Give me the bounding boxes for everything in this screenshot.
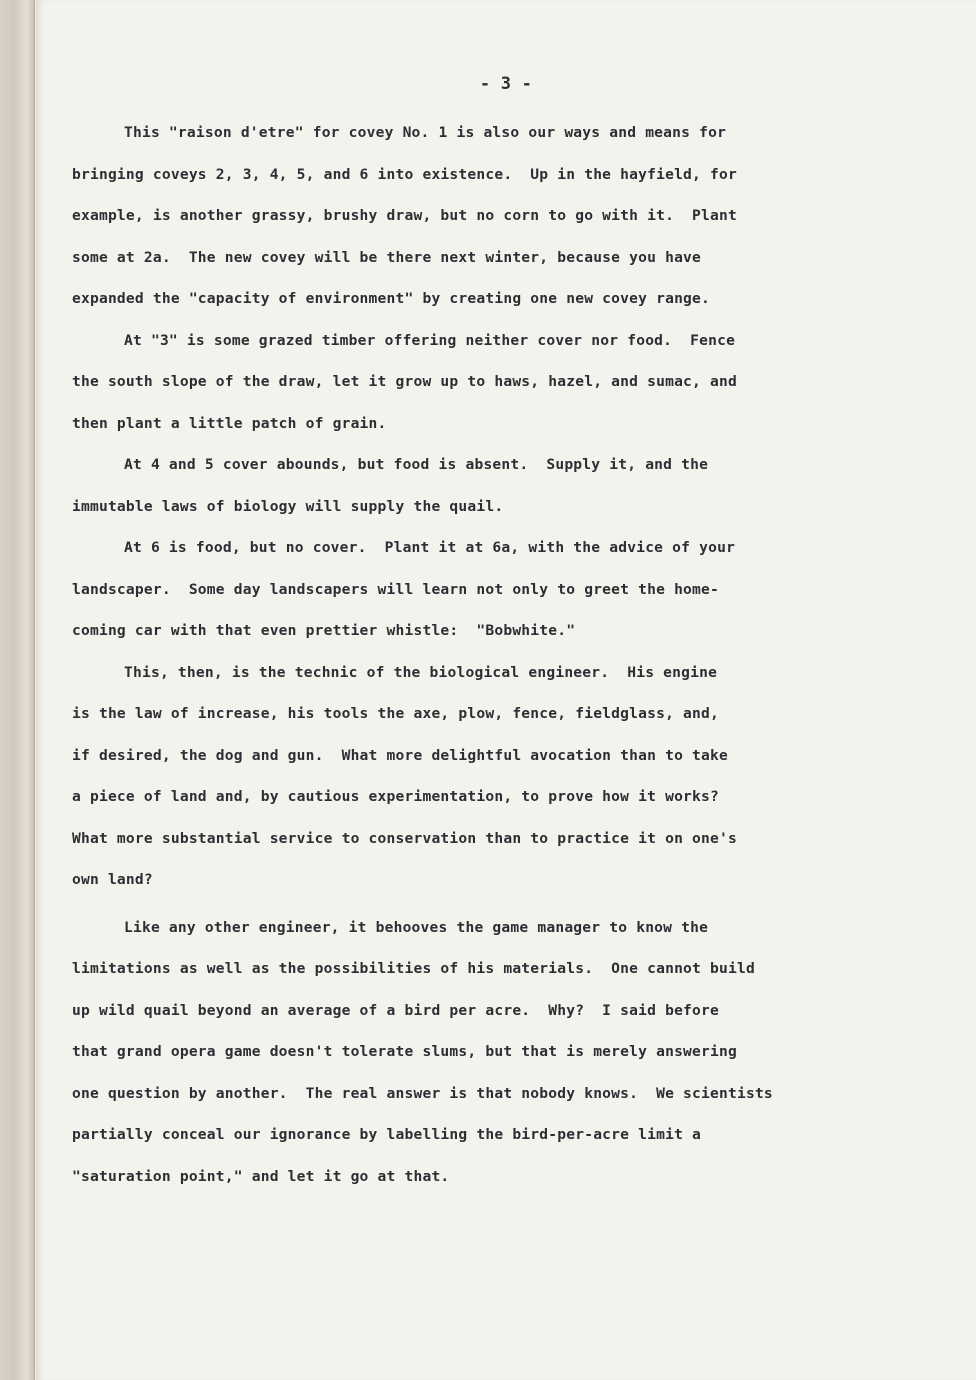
text-line: This, then, is the technic of the biological engineer. His engine xyxy=(124,663,718,681)
text-line: is the law of increase, his tools the axe, plow, fence, fieldglass, and, xyxy=(72,705,720,722)
text-line: At 6 is food, but no cover. Plant it at 6a, with the advice of your xyxy=(124,539,736,556)
text-line: At 4 and 5 cover abounds, but food is absent. Supply it, and the xyxy=(124,456,709,473)
text-line: landscaper. Some day landscapers will learn not only to greet the home- xyxy=(72,580,720,598)
page-body xyxy=(72,112,902,1197)
text-line: This "raison d'etre" for covey No. 1 is also our ways and means for xyxy=(124,124,727,141)
text-line: coming car with that even prettier whistle: "Bobwhite." xyxy=(72,622,576,639)
text-line: up wild quail beyond an average of a bird per acre. Why? I said before xyxy=(72,1001,720,1019)
text-line: the south slope of the draw, let it grow up to haws, hazel, and sumac, and xyxy=(72,373,737,390)
text-line: At "3" is some grazed timber offering neither cover nor food. Fence xyxy=(124,331,736,349)
page-number: - 3 - xyxy=(479,74,533,94)
text-line: expanded the "capacity of environment" by creating one new covey range. xyxy=(72,290,711,307)
text-line: bringing coveys 2, 3, 4, 5, and 6 into existence. Up in the hayfield, for xyxy=(72,165,737,183)
text-line: a piece of land and, by cautious experimentation, to prove how it works? xyxy=(72,788,720,805)
text-line: own land? xyxy=(72,871,153,888)
text-line: immutable laws of biology will supply the quail. xyxy=(72,497,504,515)
text-line: limitations as well as the possibilities of his materials. One cannot build xyxy=(72,960,755,977)
text-line: one question by another. The real answer is that nobody knows. We scientists xyxy=(72,1084,773,1102)
text-line: some at 2a. The new covey will be there next winter, because you have xyxy=(72,248,702,266)
text-line: "saturation point," and let it go at that. xyxy=(72,1167,450,1185)
text-line: that grand opera game doesn't tolerate slums, but that is merely answering xyxy=(72,1043,737,1060)
text-line: then plant a little patch of grain. xyxy=(72,414,387,432)
text-line: if desired, the dog and gun. What more delightful avocation than to take xyxy=(72,746,728,764)
typed-page xyxy=(36,0,976,1380)
book-binding xyxy=(0,0,35,1380)
text-line: What more substantial service to conservation than to practice it on one's xyxy=(72,829,737,847)
text-line: Like any other engineer, it behooves the game manager to know the xyxy=(124,918,709,936)
text-line: example, is another grassy, brushy draw, but no corn to go with it. Plant xyxy=(72,207,737,224)
text-line: partially conceal our ignorance by labelling the bird-per-acre limit a xyxy=(72,1126,702,1143)
